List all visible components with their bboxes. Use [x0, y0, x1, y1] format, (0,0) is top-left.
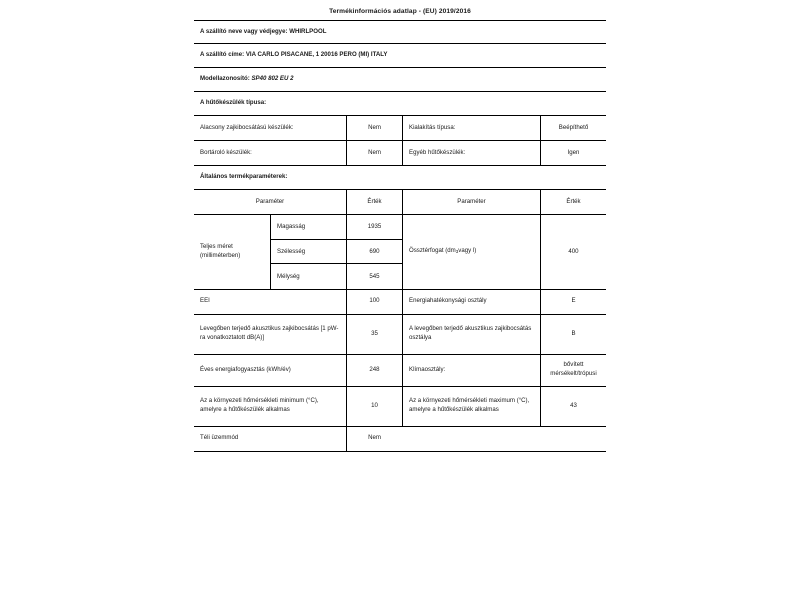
appliance-type-heading-cell — [194, 92, 606, 115]
overall-dimensions-row — [194, 215, 606, 290]
other-appliance-value: Igen — [540, 141, 606, 165]
supplier-address-row — [194, 44, 606, 68]
header-param-right: Paraméter — [402, 190, 540, 214]
dimension-width-label: Szélesség — [271, 240, 346, 265]
ambient-min-label: Az a környezeti hőmérsékleti minimum (°C), amelyre a hűtőkészülék alkalmas — [200, 397, 319, 414]
low-noise-value: Nem — [346, 116, 402, 140]
winter-mode-row — [194, 427, 606, 452]
total-volume-label — [402, 215, 540, 289]
dimensions-sub-names — [270, 215, 346, 289]
dimensions-label: Teljes méret (milliméterben) — [200, 243, 241, 259]
dimension-width-value: 690 — [347, 240, 402, 265]
header-param-left: Paraméter — [255, 197, 285, 205]
low-noise-label: Alacsony zajkibocsátású készülék: — [200, 123, 294, 131]
general-params-heading-cell — [194, 166, 606, 189]
model-identifier-label: Modellazonosító: — [200, 75, 250, 83]
sheet-table — [194, 20, 606, 452]
ambient-temperature-row — [194, 387, 606, 427]
total-volume-label-post: vagy l) — [458, 247, 477, 255]
supplier-address-value: VIA CARLO PISACANE, 1 20016 PERO (MI) ITALY — [245, 51, 388, 59]
supplier-name-cell — [194, 21, 606, 43]
dimensions-left-group — [194, 215, 346, 289]
winter-mode-value: Nem — [346, 427, 402, 451]
dimension-height-value: 1935 — [347, 215, 402, 240]
dimension-depth-value: 545 — [369, 272, 380, 280]
supplier-name-value: WHIRLPOOL — [289, 27, 327, 35]
annual-energy-label: Éves energiafogyasztás (kWh/év) — [200, 365, 291, 373]
supplier-address-cell — [194, 44, 606, 67]
airborne-noise-value: 35 — [346, 315, 402, 354]
appliance-type-heading-row — [194, 92, 606, 116]
document-title: Termékinformációs adatlap - (EU) 2019/2016 — [329, 8, 471, 15]
airborne-noise-label: Levegőben terjedő akusztikus zajkibocsátás [1 pW-ra vonatkoztatott dB(A)] — [200, 325, 339, 342]
eei-value: 100 — [346, 290, 402, 314]
energy-class-value: E — [540, 290, 606, 314]
climate-class-value: bővített mérsékelt/trópusi — [540, 355, 606, 386]
dimension-depth-label: Mélység — [277, 272, 300, 280]
header-value-left: Érték — [346, 190, 402, 214]
general-params-heading-row — [194, 166, 606, 190]
annual-energy-value: 248 — [346, 355, 402, 386]
ambient-max-label: Az a környezeti hőmérsékleti maximum (°C), amelyre a hűtőkészülék alkalmas — [402, 387, 540, 426]
appliance-type-row — [194, 116, 606, 141]
noise-class-value: B — [540, 315, 606, 354]
wine-storage-label: Bortároló készülék: — [200, 148, 252, 156]
model-identifier-cell — [194, 68, 606, 91]
design-type-value: Beépíthető — [540, 116, 606, 140]
appliance-type-row — [194, 141, 606, 166]
supplier-name-row — [194, 20, 606, 44]
total-volume-value: 400 — [540, 215, 606, 289]
supplier-name-label: A szállító neve vagy védjegye: — [200, 27, 288, 35]
dimensions-sub-values — [346, 215, 402, 289]
annual-energy-row — [194, 355, 606, 387]
energy-class-label: Energiahatékonysági osztály — [402, 290, 540, 314]
other-appliance-label: Egyéb hűtőkészülék: — [402, 141, 540, 165]
general-params-header-row — [194, 190, 606, 215]
climate-class-label: Klímaosztály: — [402, 355, 540, 386]
header-value-right: Érték — [540, 190, 606, 214]
total-volume-superscript: 3 — [455, 248, 459, 254]
design-type-label: Kialakítás típusa: — [402, 116, 540, 140]
eei-label: EEI — [200, 297, 210, 305]
wine-storage-value: Nem — [346, 141, 402, 165]
winter-mode-label: Téli üzemmód — [200, 434, 239, 442]
total-volume-label-pre: Össztérfogat (dm — [409, 247, 456, 255]
supplier-address-label: A szállító címe: — [200, 51, 245, 59]
noise-class-label: A levegőben terjedő akusztikus zajkibocsátás osztálya — [402, 315, 540, 354]
ambient-max-value: 43 — [540, 387, 606, 426]
general-params-heading: Általános termékparaméterek: — [200, 173, 288, 181]
eei-row — [194, 290, 606, 315]
appliance-type-heading: A hűtőkészülék típusa: — [200, 99, 267, 107]
airborne-noise-row — [194, 315, 606, 355]
dimension-height-label: Magasság — [271, 215, 346, 240]
ambient-min-value: 10 — [346, 387, 402, 426]
model-identifier-row — [194, 68, 606, 92]
model-identifier-value: SP40 802 EU 2 — [251, 75, 294, 83]
